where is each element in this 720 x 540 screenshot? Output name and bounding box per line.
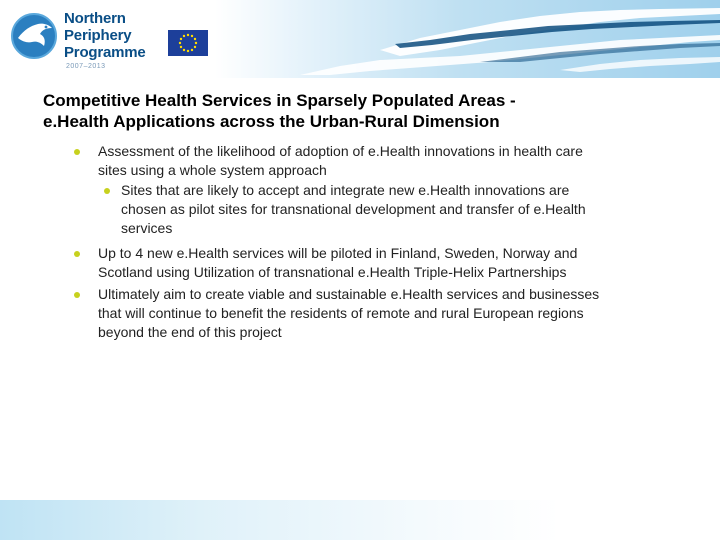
eu-flag-icon (168, 30, 208, 56)
bullet-line: Sites that are likely to accept and integrate new e.Health innovations are (121, 182, 570, 198)
bullet-line: Up to 4 new e.Health services will be piloted in Finland, Sweden, Norway and (98, 245, 578, 261)
bullet-marker (74, 292, 80, 298)
footer-gradient (0, 500, 720, 540)
bullet-line: Ultimately aim to create viable and sustainable e.Health services and businesses (98, 286, 600, 302)
bullet-line: that will continue to benefit the residents of remote and rural European regions (98, 305, 584, 321)
sub-bullet-marker (104, 188, 110, 194)
logo-line-programme: Programme (64, 44, 146, 61)
title-line-2: e.Health Applications across the Urban-Rural Dimension (43, 112, 500, 131)
bullet-line: beyond the end of this project (98, 324, 282, 340)
programme-logo-text (64, 10, 146, 61)
bullet-line: Assessment of the likelihood of adoption of e.Health innovations in health care (98, 143, 583, 159)
bullet-line: Scotland using Utilization of transnational e.Health Triple-Helix Partnerships (98, 264, 567, 280)
bullet-line: services (121, 220, 173, 236)
bullet-marker (74, 251, 80, 257)
logo-line-northern: Northern (64, 10, 126, 27)
logo-years: 2007–2013 (66, 63, 106, 70)
bullet-line: sites using a whole system approach (98, 162, 327, 178)
bullet-line: chosen as pilot sites for transnational development and transfer of e.Health (121, 201, 586, 217)
header-banner (0, 0, 720, 78)
sub-bullet-pilot-sites (121, 181, 586, 238)
bird-emblem-icon (10, 8, 60, 68)
bullet-sustainable-services (98, 285, 599, 342)
title-line-1: Competitive Health Services in Sparsely Populated Areas - (43, 91, 516, 110)
bullet-marker (74, 149, 80, 155)
slide-title (43, 90, 683, 132)
logo-line-periphery: Periphery (64, 27, 132, 44)
bullet-adoption (98, 142, 583, 180)
bullet-new-services (98, 244, 577, 282)
